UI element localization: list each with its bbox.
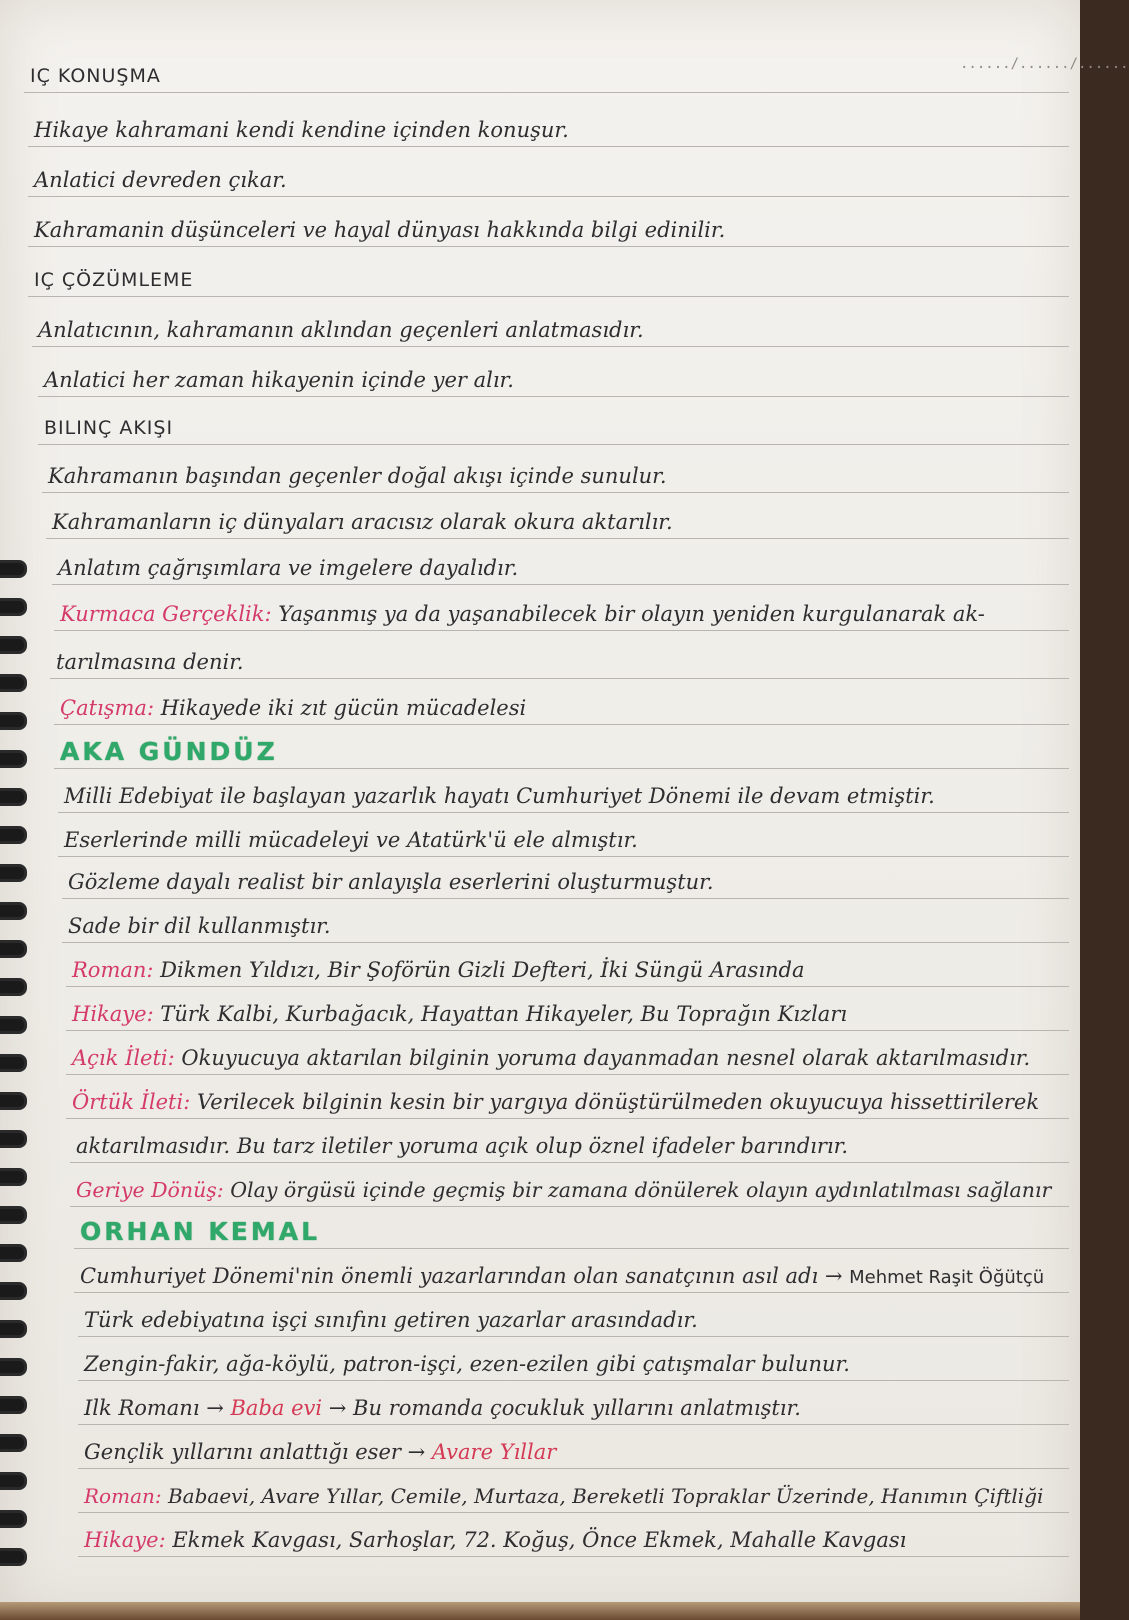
spiral-ring [0,1168,27,1186]
term-label: Hikaye: [72,1002,154,1026]
ruled-line [78,1380,1069,1381]
spiral-ring [0,1130,27,1148]
note-line [80,1262,1044,1292]
spiral-ring [0,788,27,806]
note-line [34,166,287,194]
line-text: → Bu romanda çocukluk yıllarını anlatmıştır. [322,1396,801,1420]
note-line [72,1000,847,1028]
line-text: Kahramanın başından geçenler doğal akışı içinde sunulur. [48,464,667,488]
note-line [60,600,985,628]
spiral-ring [0,1548,27,1566]
line-text: Ilk Romanı → [84,1396,231,1420]
spiral-ring [0,1244,27,1262]
line-text: Anlatici her zaman hikayenin içinde yer alır. [44,368,514,392]
spiral-ring [0,1016,27,1034]
line-text: Yaşanmış ya da yaşanabilecek bir olayın yeniden kurgulanarak ak- [271,602,985,626]
term-label: Geriye Dönüş: [76,1178,224,1202]
spiral-ring [0,940,27,958]
ruled-line [58,812,1069,813]
note-line [84,1438,556,1466]
spiral-ring [0,1510,27,1528]
term-label: Roman: [84,1484,162,1508]
note-line [38,316,644,344]
note-line [76,1132,848,1160]
line-text: IÇ KONUŞMA [30,65,161,87]
line-text: Milli Edebiyat ile başlayan yazarlık hayatı Cumhuriyet Dönemi ile devam etmiştir. [64,784,935,808]
note-line [56,648,244,676]
ruled-line [28,296,1069,297]
ruled-line [28,196,1069,197]
line-text: Anlatici devreden çıkar. [34,168,287,192]
note-line [84,1526,906,1554]
ruled-line [66,1030,1069,1031]
ruled-line [78,1336,1069,1337]
note-line [72,1044,1030,1072]
section-heading [30,62,161,90]
ruled-line [28,246,1069,247]
note-line [84,1350,850,1378]
line-text: Sade bir dil kullanmıştır. [68,914,331,938]
spiral-ring [0,712,27,730]
note-line [48,462,667,490]
note-line [44,366,514,394]
spiral-ring [0,978,27,996]
spiral-ring [0,1396,27,1414]
ruled-line [38,444,1069,445]
spiral-ring [0,636,27,654]
line-text: Kahramanin düşünceleri ve hayal dünyası hakkında bilgi edinilir. [34,218,726,242]
note-line [68,912,331,940]
section-heading [34,266,193,294]
line-text: Gözleme dayalı realist bir anlayışla eserlerini oluşturmuştur. [68,870,714,894]
section-heading [80,1218,320,1246]
note-line [72,1088,1039,1116]
line-text: Dikmen Yıldızı, Bir Şoförün Gizli Defteri, İki Süngü Arasında [153,958,805,982]
spiral-ring [0,864,27,882]
ruled-line [66,1074,1069,1075]
ruled-line [74,1292,1069,1293]
note-line [84,1306,698,1334]
note-line [72,956,805,984]
line-text: Babaevi, Avare Yıllar, Cemile, Murtaza, Bereketli Topraklar Üzerinde, Hanımın Çiftliği [161,1484,1044,1508]
spiral-ring [0,674,27,692]
spiral-ring [0,598,27,616]
spiral-ring [0,1320,27,1338]
ruled-line [66,986,1069,987]
ruled-line [62,898,1069,899]
ruled-line [62,942,1069,943]
note-line [76,1176,1051,1204]
line-text: Eserlerinde milli mücadeleyi ve Atatürk'ü ele almıştır. [64,828,638,852]
spiral-ring [0,560,27,578]
line-text: Kahramanların iç dünyaları aracısız olarak okura aktarılır. [52,510,673,534]
line-text: Türk edebiyatına işçi sınıfını getiren yazarlar arasındadır. [84,1308,698,1332]
term-label: Roman: [72,958,154,982]
ruled-line [66,1118,1069,1119]
note-line [58,554,518,582]
line-text: Hikaye kahramani kendi kendine içinden konuşur. [34,118,569,142]
spiral-ring [0,1282,27,1300]
line-text: Ekmek Kavgası, Sarhoşlar, 72. Koğuş, Önce Ekmek, Mahalle Kavgası [165,1528,907,1552]
ruled-line [42,492,1069,493]
ruled-line [24,92,1069,93]
line-text: AKA GÜNDÜZ [60,737,278,766]
note-line [64,826,638,854]
term-label: Örtük İleti: [72,1090,191,1114]
term-label: Açık İleti: [72,1046,175,1070]
ruled-line [58,856,1069,857]
highlighted-title: Baba evi [230,1396,323,1420]
spiral-ring [0,750,27,768]
line-text: tarılmasına denir. [56,650,244,674]
highlighted-title: Avare Yıllar [431,1440,557,1464]
line-text: Hikayede iki zıt gücün mücadelesi [154,696,527,720]
note-line [34,116,569,144]
spiral-ring [0,1054,27,1072]
section-heading [44,414,173,442]
spiral-binding [0,560,30,1600]
spiral-ring [0,1092,27,1110]
line-text: Olay örgüsü içinde geçmiş bir zamana dönülerek olayın aydınlatılması sağlanır [223,1178,1052,1202]
ruled-line [28,146,1069,147]
ruled-line [78,1556,1069,1557]
line-text: Anlatıcının, kahramanın aklından geçenleri anlatmasıdır. [38,318,644,342]
note-line [64,782,935,810]
line-text: ORHAN KEMAL [80,1217,321,1246]
ruled-line [54,630,1069,631]
line-text: IÇ ÇÖZÜMLEME [34,269,194,291]
ruled-line [78,1512,1069,1513]
term-label: Kurmaca Gerçeklik: [60,602,272,626]
spiral-ring [0,1434,27,1452]
real-name: Mehmet Raşit Öğütçü [849,1267,1045,1288]
line-text: Anlatım çağrışımlara ve imgelere dayalıdır. [58,556,519,580]
section-heading [60,738,278,766]
line-text: Gençlik yıllarını anlattığı eser → [84,1440,432,1464]
ruled-line [46,538,1069,539]
spiral-ring [0,1206,27,1224]
line-text: BILINÇ AKIŞI [44,417,174,439]
spiral-ring [0,826,27,844]
spiral-ring [0,1472,27,1490]
term-label: Çatışma: [60,696,155,720]
ruled-line [70,1162,1069,1163]
ruled-line [74,1248,1069,1249]
ruled-line [32,346,1069,347]
ruled-line [50,678,1069,679]
line-text: aktarılmasıdır. Bu tarz iletiler yoruma açık olup öznel ifadeler barındırır. [76,1134,849,1158]
ruled-line [54,724,1069,725]
ruled-line [54,768,1069,769]
ruled-line [38,396,1069,397]
table-surface [0,1602,1080,1620]
line-text: Okuyucuya aktarılan bilginin yoruma dayanmadan nesnel olarak aktarılmasıdır. [174,1046,1031,1070]
ruled-line [78,1424,1069,1425]
ruled-line [70,1206,1069,1207]
ruled-line [78,1468,1069,1469]
note-line [84,1394,801,1422]
note-line [34,216,725,244]
ruled-line [52,584,1069,585]
spiral-ring [0,902,27,920]
note-line [52,508,673,536]
note-line [84,1482,1043,1510]
line-text: Cumhuriyet Dönemi'nin önemli yazarlarından olan sanatçının asıl adı → [80,1264,850,1288]
date-field: ....../....../...... [960,56,1129,72]
line-text: Verilecek bilginin kesin bir yargıya dönüştürülmeden okuyucuya hissettirilerek [190,1090,1040,1114]
term-label: Hikaye: [84,1528,166,1552]
line-text: Zengin-fakir, ağa-köylü, patron-işçi, ezen-ezilen gibi çatışmalar bulunur. [84,1352,850,1376]
spiral-ring [0,1358,27,1376]
note-line [60,694,526,722]
line-text: Türk Kalbi, Kurbağacık, Hayattan Hikayeler, Bu Toprağın Kızları [153,1002,848,1026]
note-line [68,868,714,896]
